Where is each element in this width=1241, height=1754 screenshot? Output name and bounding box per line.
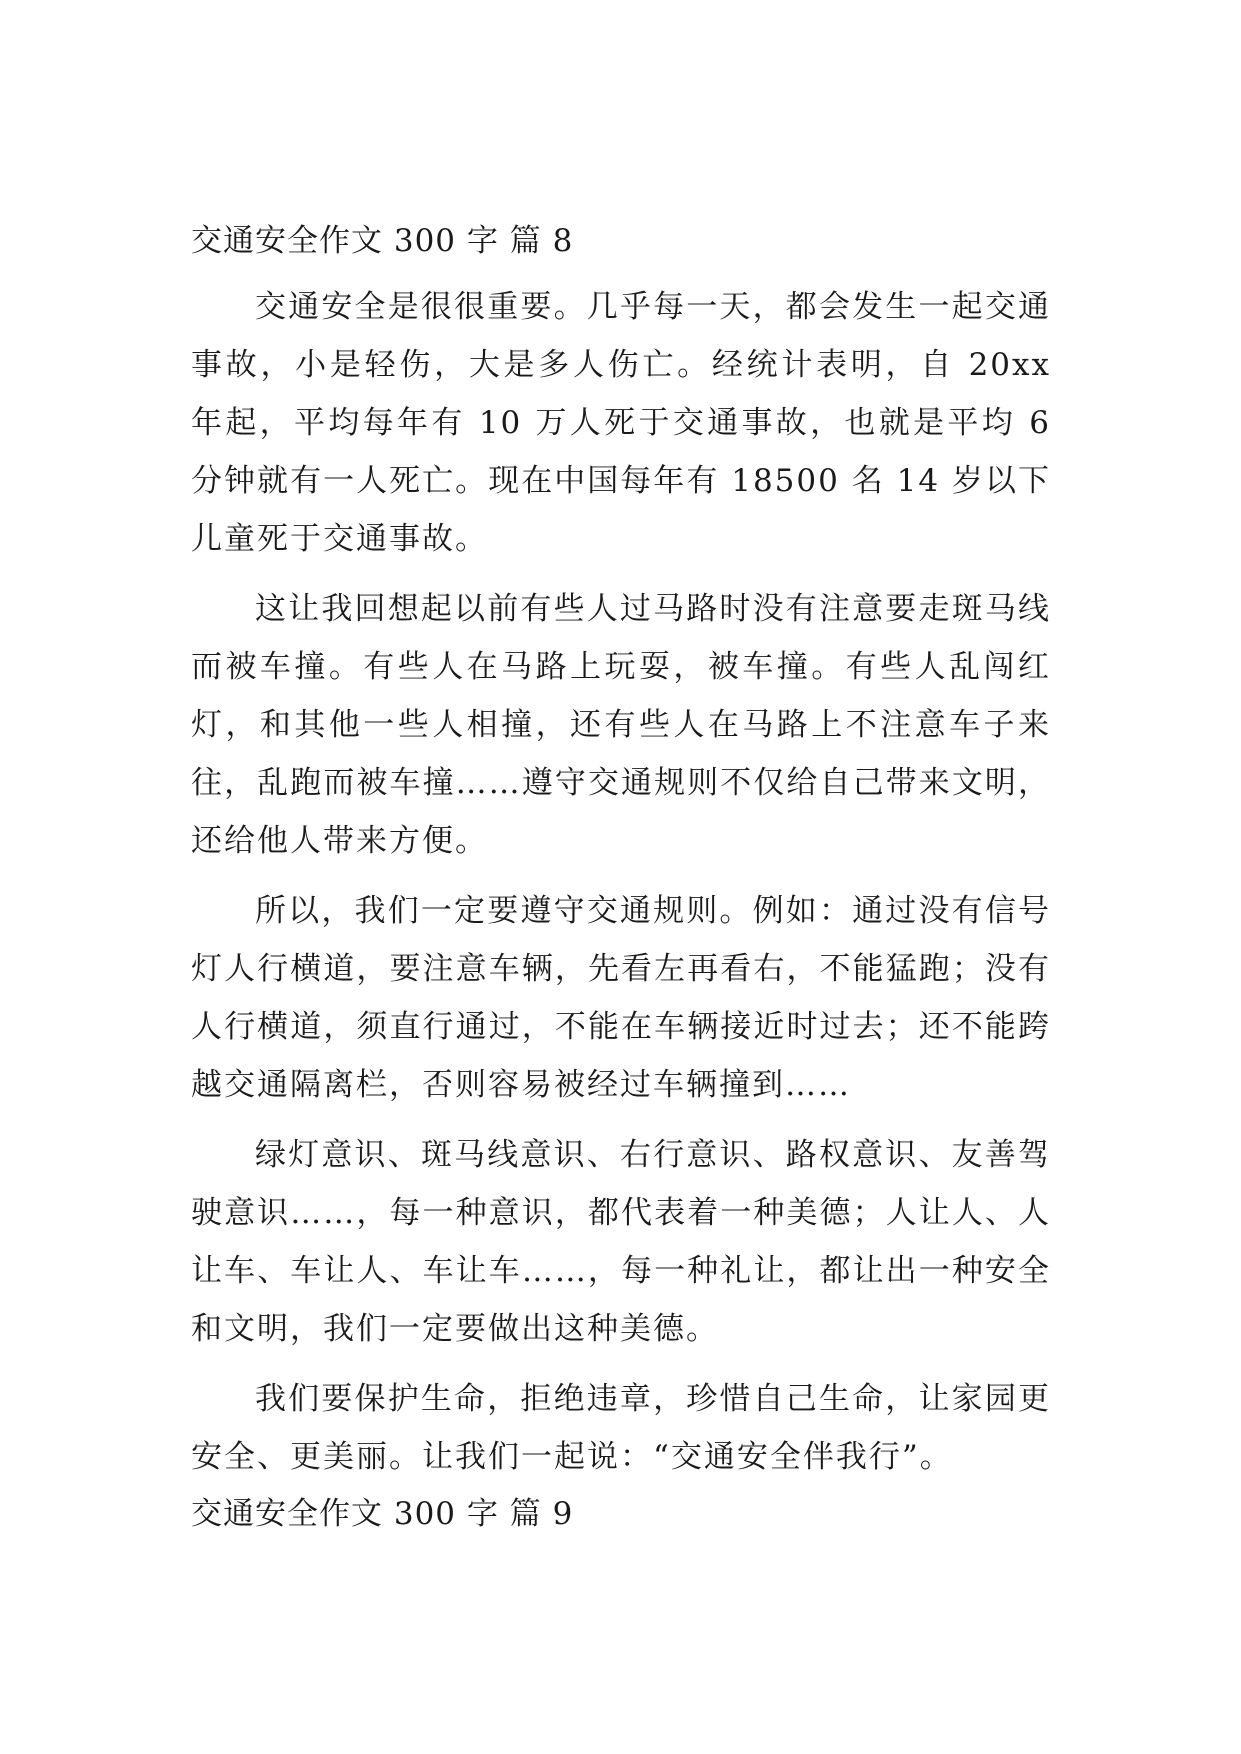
paragraph-4: 绿灯意识、斑马线意识、右行意识、路权意识、友善驾驶意识……，每一种意识，都代表着一种美德；人让人、人让车、车让人、车让车……，每一种礼让，都让出一种安全和文明，我们一定要做出这种美德。 [191, 1137, 1051, 1347]
essay-body [191, 278, 1051, 1498]
paragraph-3: 所以，我们一定要遵守交通规则。例如：通过没有信号灯人行横道，要注意车辆，先看左再看右，不能猛跑；没有人行横道，须直行通过，不能在车辆接近时过去；还不能跨越交通隔离栏，否则容易被经过车辆撞到…… [191, 893, 1051, 1103]
paragraph-1: 交通安全是很很重要。几乎每一天，都会发生一起交通事故，小是轻伤，大是多人伤亡。经统计表明，自 20xx 年起，平均每年有 10 万人死于交通事故，也就是平均 6 分钟就有一人死亡。现在中国每年有 18500 名 14 岁以下儿童死于交通事故。 [191, 289, 1051, 557]
section-heading-8: 交通安全作文 300 字 篇 8 [191, 223, 574, 259]
paragraph-2: 这让我回想起以前有些人过马路时没有注意要走斑马线而被车撞。有些人在马路上玩耍，被车撞。有些人乱闯红灯，和其他一些人相撞，还有些人在马路上不注意车子来往，乱跑而被车撞……遵守交通规则不仅给自己带来文明，还给他人带来方便。 [191, 591, 1051, 859]
paragraph-5: 我们要保护生命，拒绝违章，珍惜自己生命，让家园更安全、更美丽。让我们一起说：“交通安全伴我行”。 [191, 1381, 1051, 1475]
section-heading-9: 交通安全作文 300 字 篇 9 [191, 1496, 574, 1532]
